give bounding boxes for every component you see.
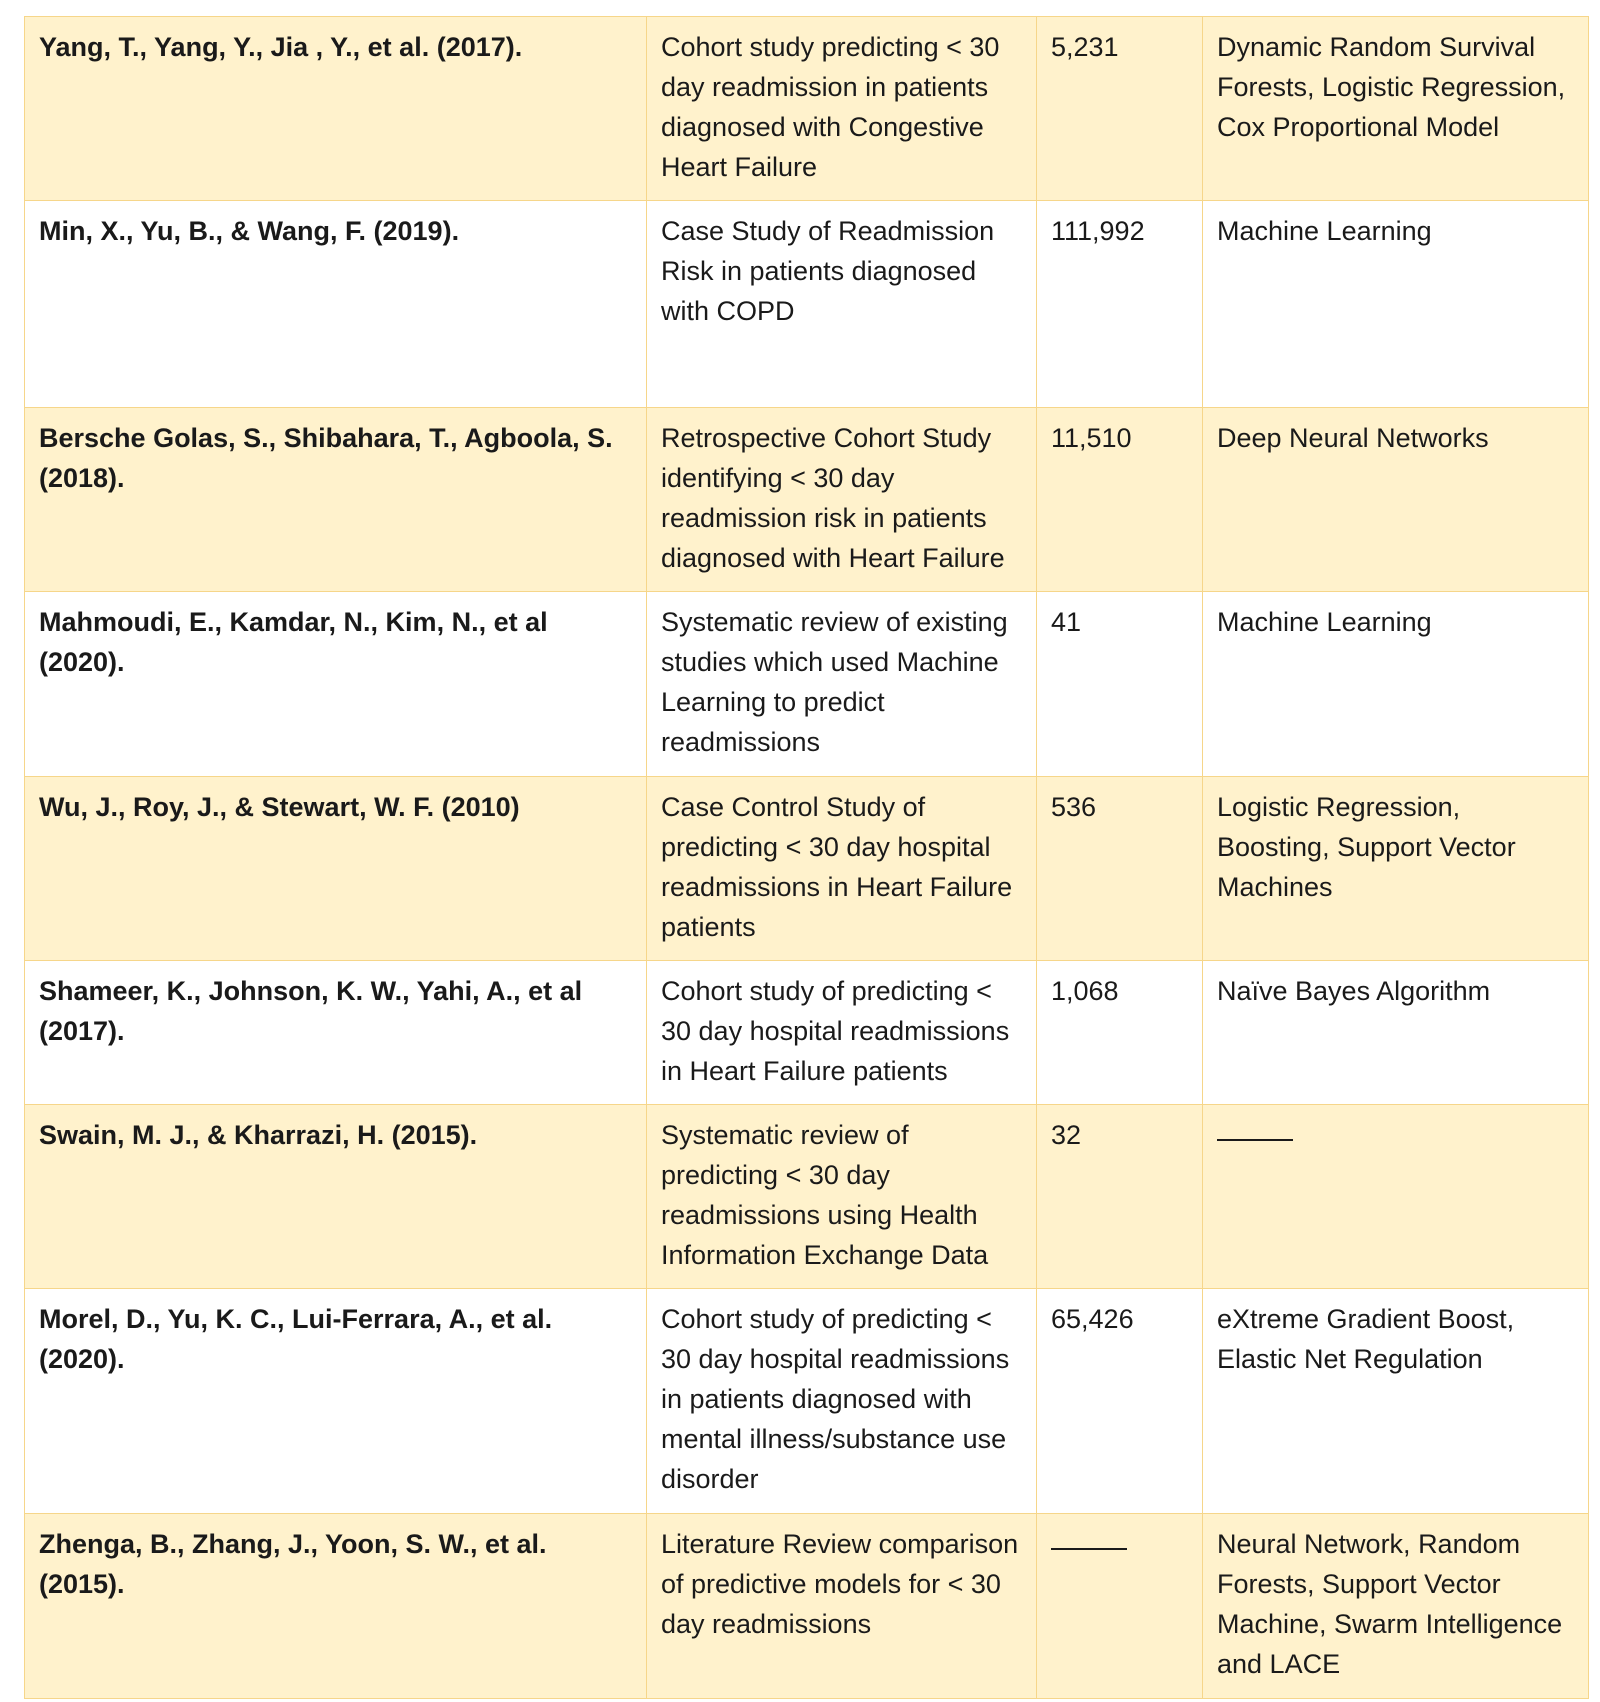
author-cell: Wu, J., Roy, J., & Stewart, W. F. (2010): [25, 777, 647, 961]
sample-size-cell: [1037, 1514, 1203, 1699]
sample-size-cell: 1,068: [1037, 961, 1203, 1105]
method-cell: [1203, 1105, 1589, 1289]
method-cell: Machine Learning: [1203, 201, 1589, 408]
description-cell: Case Study of Readmission Risk in patients diagnosed with COPD: [647, 201, 1037, 408]
table-row: [25, 1514, 1589, 1699]
table-row: [25, 1289, 1589, 1514]
description-cell: Retrospective Cohort Study identifying < 30 day readmission risk in patients diagnosed with Heart Failure: [647, 408, 1037, 592]
sample-size-cell: 32: [1037, 1105, 1203, 1289]
author-cell: Min, X., Yu, B., & Wang, F. (2019).: [25, 201, 647, 408]
description-cell: Systematic review of existing studies which used Machine Learning to predict readmissions: [647, 592, 1037, 777]
description-cell: Cohort study of predicting < 30 day hospital readmissions in patients diagnosed with mental illness/substance use disorder: [647, 1289, 1037, 1514]
author-cell: Yang, T., Yang, Y., Jia , Y., et al. (2017).: [25, 17, 647, 201]
description-cell: Literature Review comparison of predictive models for < 30 day readmissions: [647, 1514, 1037, 1699]
sample-size-cell: 41: [1037, 592, 1203, 777]
author-cell: Morel, D., Yu, K. C., Lui-Ferrara, A., et al. (2020).: [25, 1289, 647, 1514]
method-cell: eXtreme Gradient Boost, Elastic Net Regulation: [1203, 1289, 1589, 1514]
sample-size-cell: 111,992: [1037, 201, 1203, 408]
author-cell: Bersche Golas, S., Shibahara, T., Agboola, S. (2018).: [25, 408, 647, 592]
method-cell: Neural Network, Random Forests, Support Vector Machine, Swarm Intelligence and LACE: [1203, 1514, 1589, 1699]
description-cell: Cohort study of predicting < 30 day hospital readmissions in Heart Failure patients: [647, 961, 1037, 1105]
blank-line: [1051, 1524, 1127, 1550]
method-cell: Dynamic Random Survival Forests, Logistic Regression, Cox Proportional Model: [1203, 17, 1589, 201]
table-row: [25, 408, 1589, 592]
table-row: [25, 777, 1589, 961]
author-cell: Mahmoudi, E., Kamdar, N., Kim, N., et al (2020).: [25, 592, 647, 777]
method-cell: Machine Learning: [1203, 592, 1589, 777]
blank-line: [1217, 1115, 1293, 1141]
method-cell: Logistic Regression, Boosting, Support Vector Machines: [1203, 777, 1589, 961]
sample-size-cell: 65,426: [1037, 1289, 1203, 1514]
sample-size-cell: 5,231: [1037, 17, 1203, 201]
description-cell: Case Control Study of predicting < 30 day hospital readmissions in Heart Failure patients: [647, 777, 1037, 961]
author-cell: Swain, M. J., & Kharrazi, H. (2015).: [25, 1105, 647, 1289]
method-cell: Deep Neural Networks: [1203, 408, 1589, 592]
table-row: [25, 1105, 1589, 1289]
literature-table: [24, 16, 1589, 1699]
method-cell: Naïve Bayes Algorithm: [1203, 961, 1589, 1105]
author-cell: Shameer, K., Johnson, K. W., Yahi, A., et al (2017).: [25, 961, 647, 1105]
table-row: [25, 17, 1589, 201]
sample-size-cell: 536: [1037, 777, 1203, 961]
sample-size-cell: 11,510: [1037, 408, 1203, 592]
description-cell: Cohort study predicting < 30 day readmission in patients diagnosed with Congestive Heart Failure: [647, 17, 1037, 201]
table-row: [25, 592, 1589, 777]
table-row: [25, 961, 1589, 1105]
description-cell: Systematic review of predicting < 30 day readmissions using Health Information Exchange Data: [647, 1105, 1037, 1289]
document-page: [24, 16, 1588, 1699]
table-row: [25, 201, 1589, 408]
author-cell: Zhenga, B., Zhang, J., Yoon, S. W., et al. (2015).: [25, 1514, 647, 1699]
